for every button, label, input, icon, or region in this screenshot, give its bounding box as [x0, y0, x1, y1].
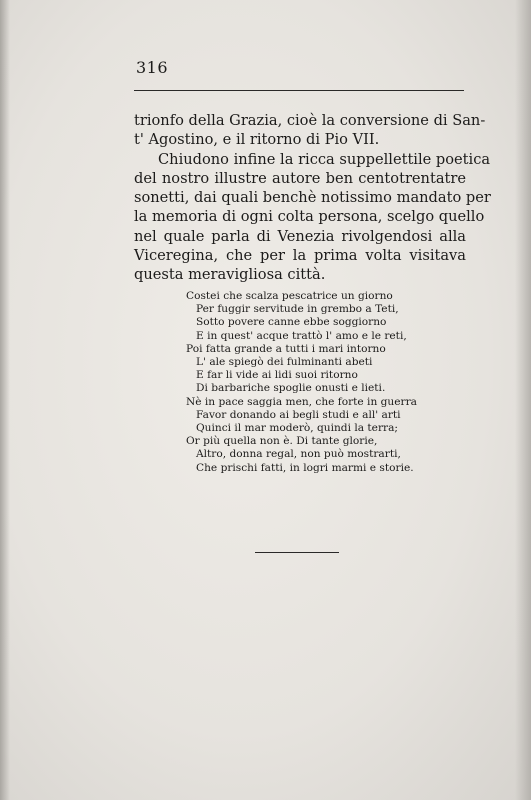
poem-line: Che prischi fatti, in logri marmi e storie.	[196, 461, 414, 474]
poem-line: Sotto povere canne ebbe soggiorno	[196, 316, 387, 329]
poem-line: Di barbariche spoglie onusti e lieti.	[196, 382, 386, 395]
prose-line: Chiudono infine la ricca suppellettile poetica	[158, 150, 491, 168]
poem-line: E in quest' acque trattò l' amo e le reti,	[196, 329, 407, 342]
end-rule	[255, 552, 339, 553]
prose-line: questa meravigliosa città.	[134, 266, 326, 284]
page-number: 316	[136, 58, 169, 77]
page-right-edge-shadow	[515, 0, 531, 800]
poem-line: Costei che scalza pescatrice un giorno	[186, 290, 393, 302]
prose-line: del nostro illustre autore ben centotrentatre	[134, 169, 466, 187]
prose-line: trionfo della Grazia, cioè la conversione di San-	[134, 112, 486, 129]
sonnet	[186, 290, 426, 475]
prose-paragraphs	[134, 111, 491, 285]
poem-line: E far li vide ai lidi suoi ritorno	[196, 369, 358, 382]
poem-line: Per fuggir servitude in grembo a Teti,	[196, 303, 399, 316]
poem-line: Quinci il mar moderò, quindi la terra;	[196, 422, 398, 435]
prose-line: la memoria di ogni colta persona, scelgo quello	[134, 208, 485, 226]
poem-line: Or più quella non è. Di tante glorie,	[186, 435, 378, 448]
poem-line: Nè in pace saggia men, che forte in guerra	[186, 395, 417, 408]
poem-line: Poi fatta grande a tutti i mari intorno	[186, 342, 386, 355]
prose-line: t' Agostino, e il ritorno di Pio VII.	[134, 131, 380, 149]
poem-line: Favor donando ai begli studi e all' arti	[196, 408, 401, 421]
page-left-edge-shadow	[0, 0, 10, 800]
prose-line: nel quale parla di Venezia rivolgendosi alla	[134, 227, 466, 245]
prose-line: Viceregina, che per la prima volta visitava	[134, 247, 466, 265]
poem-line: L' ale spiegò dei fulminanti abeti	[196, 356, 373, 369]
header-rule	[134, 90, 464, 91]
poem-line: Altro, donna regal, non può mostrarti,	[196, 448, 401, 461]
prose-line: sonetti, dai quali benchè notissimo mandato per	[134, 189, 491, 207]
